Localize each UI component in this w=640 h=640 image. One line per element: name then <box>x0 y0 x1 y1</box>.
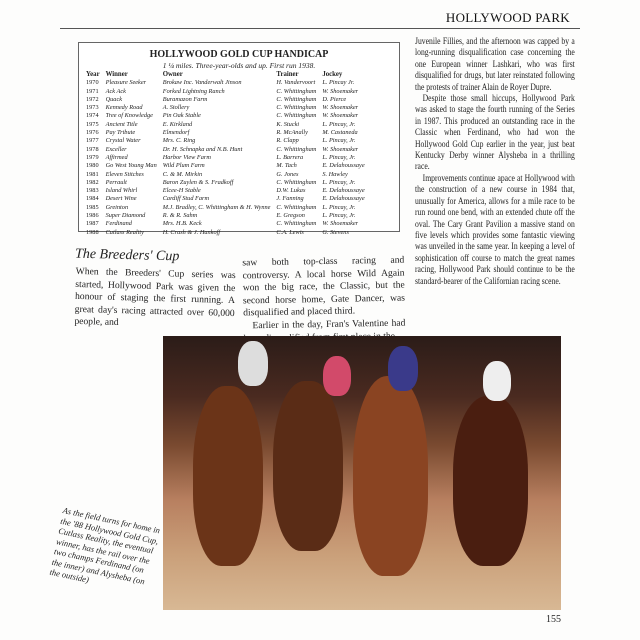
table-cell: E. Gregson <box>276 212 305 220</box>
header-rule <box>60 28 580 29</box>
table-header-row <box>83 71 368 79</box>
table-cell: J. Fanning <box>276 195 304 203</box>
table-cell: Ancient Title <box>105 120 138 128</box>
results-table <box>83 71 368 237</box>
table-cell: H. Crash & J. Hankoff <box>162 228 221 236</box>
table-cell: Perrault <box>105 178 127 186</box>
table-cell: 1977 <box>86 137 99 145</box>
column-header: Jockey <box>322 71 343 78</box>
table-cell: C. Whittingham <box>276 145 317 153</box>
table-cell: 1973 <box>86 104 99 112</box>
table-cell: R. & R. Sahm <box>162 212 198 220</box>
table-row <box>83 171 368 179</box>
table-cell: Pay Tribute <box>105 129 136 137</box>
table-cell: C. Whittingham <box>276 203 317 211</box>
table-cell: 1972 <box>86 95 99 103</box>
table-row <box>83 220 368 228</box>
table-cell: 1985 <box>86 203 99 211</box>
table-row <box>83 104 368 112</box>
table-cell: M. Tach <box>276 162 297 170</box>
table-cell: L. Pincay, Jr. <box>322 178 356 186</box>
table-row <box>83 121 368 129</box>
paragraph: Juvenile Fillies, and the afternoon was capped by a long-running disqualification case concerning the one European winner Lashkari, who was first disqualified for drugs, but later reinstated following the protests of trainer Alain de Royer Dupre. <box>415 36 575 92</box>
table-cell: G. Jones <box>276 170 299 178</box>
table-cell: C. Whittingham <box>276 87 317 95</box>
article-column-3 <box>415 36 575 287</box>
table-cell: E. Delahoussaye <box>322 195 365 203</box>
table-cell: H. Vandervoort <box>276 79 316 87</box>
table-cell: Greinton <box>105 203 129 211</box>
running-head: HOLLYWOOD PARK <box>445 10 570 25</box>
table-cell: Elmendorf <box>162 129 190 137</box>
page-number: 155 <box>546 614 561 625</box>
table-cell: Wild Plum Farm <box>162 162 205 170</box>
table-cell: 1987 <box>86 220 99 228</box>
table-cell: C. Whittingham <box>276 178 317 186</box>
table-cell: R. McAnally <box>276 129 308 137</box>
table-cell: M. Castaneda <box>322 129 358 137</box>
table-cell: D.W. Lukas <box>276 187 306 195</box>
horse-shape <box>453 396 528 566</box>
table-cell: S. Hawley <box>322 170 348 178</box>
table-cell: Go West Young Man <box>105 162 157 170</box>
jockey-shape <box>483 361 511 401</box>
article-column-2 <box>242 255 406 346</box>
table-cell: Ack Ack <box>105 87 126 95</box>
table-cell: 1983 <box>86 187 99 195</box>
table-cell: E. Delahoussaye <box>322 162 365 170</box>
paragraph: saw both top-class racing and controversy. A local horse Wild Again won the big race, the Classic, but the second horse home, Gate Dancer, was disqualified and placed third. <box>242 254 406 319</box>
section-heading: The Breeders' Cup <box>74 246 180 265</box>
table-cell: 1982 <box>86 178 99 186</box>
table-cell: W. Shoemaker <box>322 112 359 120</box>
table-cell: Cutlass Reality <box>105 228 144 236</box>
table-row <box>83 229 368 237</box>
table-row <box>83 129 368 137</box>
table-cell: Ferdinand <box>105 220 132 228</box>
table-cell: C. Whittingham <box>276 104 317 112</box>
table-row <box>83 88 368 96</box>
table-cell: Exceller <box>105 145 127 153</box>
table-cell: Eleven Stitches <box>105 170 144 178</box>
table-cell: Quack <box>105 95 123 103</box>
table-row <box>83 187 368 195</box>
table-cell: 1975 <box>86 120 99 128</box>
jockey-shape <box>388 346 418 391</box>
horse-shape <box>353 376 428 576</box>
jockey-shape <box>238 341 268 386</box>
table-cell: L. Pincay, Jr. <box>322 137 356 145</box>
table-cell: E. Delahoussaye <box>322 187 365 195</box>
table-cell: G. Stevens <box>322 228 349 236</box>
table-cell: C.A. Lewis <box>276 228 304 236</box>
table-cell: M.J. Bradley, C. Whittingham & H. Wynne <box>162 203 271 211</box>
table-cell: Buramazon Farm <box>162 95 208 103</box>
table-cell: K. Stucki <box>276 120 300 128</box>
table-subtitle: 1 ¼ miles. Three-year-olds and up. First run 1938. <box>162 61 316 70</box>
table-cell: 1980 <box>86 162 99 170</box>
table-cell: 1988 <box>86 228 99 236</box>
horse-shape <box>193 386 263 566</box>
table-row <box>83 137 368 145</box>
table-cell: W. Shoemaker <box>322 104 359 112</box>
table-cell: E. Kirkland <box>162 120 193 128</box>
table-row <box>83 195 368 203</box>
table-cell: Island Whirl <box>105 187 138 195</box>
table-cell: L. Pincay, Jr. <box>322 203 356 211</box>
table-cell: A. Stollery <box>162 104 190 112</box>
table-cell: Forked Lightning Ranch <box>162 87 225 95</box>
table-cell: C. Whittingham <box>276 112 317 120</box>
table-title: HOLLYWOOD GOLD CUP HANDICAP <box>149 49 329 60</box>
table-cell: Pin Oak Stable <box>162 112 201 120</box>
table-row <box>83 204 368 212</box>
horse-race-photo <box>163 336 561 610</box>
table-cell: 1986 <box>86 212 99 220</box>
table-cell: Harbor View Farm <box>162 153 211 161</box>
table-cell: Affirmed <box>105 153 128 161</box>
table-cell: L. Barrera <box>276 153 304 161</box>
paragraph: When the Breeders' Cup series was started, Hollywood Park was given the honour of staging the first running. A great day's racing attracted over 60,000 people, and <box>74 265 236 329</box>
table-cell: C. Whittingham <box>276 95 317 103</box>
paragraph: Earlier in the day, Fran's Valentine had <box>252 317 406 332</box>
table-cell: L. Pincay Jr. <box>322 79 355 87</box>
jockey-shape <box>323 356 351 396</box>
table-cell: 1978 <box>86 145 99 153</box>
horse-shape <box>273 381 343 551</box>
table-cell: 1979 <box>86 153 99 161</box>
table-cell: Elcee-H Stable <box>162 187 201 195</box>
table-cell: 1976 <box>86 129 99 137</box>
table-cell: R. Clapp <box>276 137 299 145</box>
table-cell: L. Pincay, Jr. <box>322 212 356 220</box>
column-header: Owner <box>162 71 183 78</box>
table-cell: Super Diamond <box>105 212 146 220</box>
table-cell: Tree of Knowledge <box>105 112 153 120</box>
article-column-1 <box>74 266 236 333</box>
photo-caption: As the field turns for home in the '88 Hollywood Gold Cup, Cutlass Reality, the eventual winner, has the rail over the two champs Ferdinand (on the inner) and Alysheba (on the outside) <box>48 505 162 586</box>
table-row <box>83 162 368 170</box>
column-header: Trainer <box>276 71 299 78</box>
table-cell: Kennedy Road <box>105 104 143 112</box>
table-cell: Cardiff Stud Farm <box>162 195 210 203</box>
table-cell: 1970 <box>86 79 99 87</box>
paragraph: Despite those small hiccups, Hollywood Park was asked to stage the fourth running of the Series in 1987. This produced an outstanding race in the Classic when Ferdinand, who had won the Hollywood Gold Cup earlier in the year, just beat Kentucky Derby winner Alysheba in a thrilling race. <box>415 93 575 172</box>
table-cell: Baron Zuylen & S. Fradkoff <box>162 178 234 186</box>
table-row <box>83 146 368 154</box>
results-table-box <box>78 42 400 236</box>
table-cell: Pleasure Seeker <box>105 79 147 87</box>
table-cell: 1974 <box>86 112 99 120</box>
column-header: Winner <box>105 71 128 78</box>
table-row <box>83 79 368 87</box>
table-cell: C. & M. Mirkin <box>162 170 203 178</box>
table-row <box>83 212 368 220</box>
table-cell: Brokaw Inc. Vanderwalt Jinson <box>162 79 242 87</box>
table-row <box>83 112 368 120</box>
table-cell: D. Pierce <box>322 95 347 103</box>
table-cell: Dr. H. Schnapka and N.B. Hunt <box>162 145 243 153</box>
table-row <box>83 179 368 187</box>
table-cell: Crystal Water <box>105 137 141 145</box>
table-cell: 1981 <box>86 170 99 178</box>
table-cell: Desert Wine <box>105 195 137 203</box>
table-cell: W. Shoemaker <box>322 145 359 153</box>
table-cell: L. Pincay, Jr. <box>322 120 356 128</box>
table-row <box>83 154 368 162</box>
paragraph: Improvements continue apace at Hollywood with the construction of a new course in 1984 that, unusually for America, allows for a mile race to be run round one bend, with an extended chute off the oval. The Cary Grant Pavilion a massive stand on five levels which provides some fantastic viewing was unveiled in the same year. In keeping a level of sophistication off course to match the great names racing, Hollywood Park should continue to be the standard-bearer of the Californian racing scene. <box>415 172 575 286</box>
table-cell: W. Shoemaker <box>322 220 359 228</box>
table-row <box>83 96 368 104</box>
column-header: Year <box>86 71 100 78</box>
table-cell: Mrs. H.B. Keck <box>162 220 202 228</box>
table-cell: C. Whittingham <box>276 220 317 228</box>
table-cell: 1984 <box>86 195 99 203</box>
table-cell: L. Pincay, Jr. <box>322 153 356 161</box>
table-cell: 1971 <box>86 87 99 95</box>
table-cell: W. Shoemaker <box>322 87 359 95</box>
table-cell: Mrs. C. Ring <box>162 137 196 145</box>
